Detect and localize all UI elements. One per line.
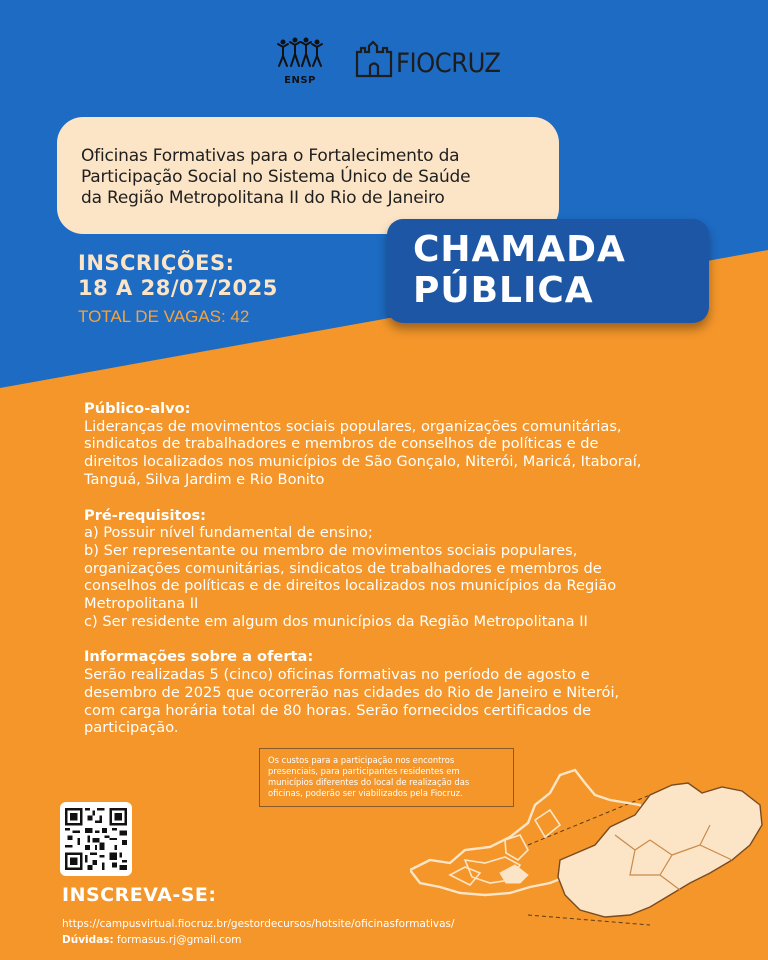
- fiocruz-label: FIOCRUZ: [396, 48, 501, 79]
- pre-requisitos-line: a) Possuir nível fundamental de ensino;: [84, 524, 373, 542]
- publico-alvo-line: direitos localizados nos municípios de São Gonçalo, Niterói, Maricá, Itaboraí,: [84, 453, 642, 471]
- title-line-3: da Região Metropolitana II do Rio de Janeiro: [81, 188, 445, 208]
- informacoes-section: [84, 648, 714, 737]
- ensp-label: ENSP: [284, 75, 316, 86]
- inscricoes-dates: 18 A 28/07/2025: [78, 276, 278, 300]
- registration-link[interactable]: https://campusvirtual.fiocruz.br/gestordecursos/hotsite/oficinasformativas/: [62, 918, 455, 930]
- publico-alvo-section: [84, 400, 714, 489]
- informacoes-line: com carga horária total de 80 horas. Serão fornecidos certificados de: [84, 701, 592, 719]
- inscreva-se-heading: INSCREVA-SE:: [62, 884, 217, 906]
- duvidas-label: Dúvidas:: [62, 934, 114, 946]
- qr-code-icon: [65, 808, 127, 870]
- inscricoes-block: [78, 251, 278, 327]
- ensp-figures-icon: [275, 36, 325, 70]
- informacoes-line: participação.: [84, 719, 179, 737]
- inscricoes-label: INSCRIÇÕES:: [78, 251, 235, 275]
- pre-requisitos-line: organizações comunitárias, sindicatos de trabalhadores e membros de: [84, 559, 602, 577]
- main-content: [84, 400, 714, 755]
- pre-requisitos-section: [84, 507, 714, 631]
- ensp-logo: [270, 36, 330, 86]
- informacoes-title: Informações sobre a oferta:: [84, 648, 314, 666]
- logo-bar: [0, 36, 768, 92]
- fiocruz-castle-icon: [354, 40, 394, 80]
- informacoes-line: desembro de 2025 que ocorrerão nas cidades do Rio de Janeiro e Niterói,: [84, 683, 620, 701]
- title-line-1: Oficinas Formativas para o Fortalecimento da: [81, 146, 460, 166]
- title-box: [57, 117, 559, 234]
- publico-alvo-line: Tanguá, Silva Jardim e Rio Bonito: [84, 470, 325, 488]
- duvidas-email[interactable]: formasus.rj@gmail.com: [117, 934, 242, 946]
- note-line: oficinas, poderão ser viabilizados pela Fiocruz.: [268, 788, 463, 798]
- note-line: presenciais, para participantes residentes em: [268, 766, 460, 776]
- total-vagas: TOTAL DE VAGAS: 42: [78, 307, 250, 326]
- informacoes-line: Serão realizadas 5 (cinco) oficinas formativas no período de agosto e: [84, 666, 590, 684]
- title-line-2: Participação Social no Sistema Único de Saúde: [81, 167, 471, 187]
- fiocruz-logo: [354, 40, 504, 80]
- publico-alvo-line: sindicatos de trabalhadores e membros de conselhos de políticas e de: [84, 435, 599, 453]
- pre-requisitos-title: Pré-requisitos:: [84, 506, 206, 524]
- pre-requisitos-line: conselhos de políticas e de direitos localizados nos municípios da Região: [84, 577, 617, 595]
- pre-requisitos-line: c) Ser residente em algum dos municípios da Região Metropolitana II: [84, 612, 588, 630]
- page-title: [81, 146, 539, 209]
- note-line: Os custos para a participação nos encontros: [268, 755, 455, 765]
- qr-code[interactable]: [60, 802, 132, 876]
- chamada-line-2: PÚBLICA: [413, 270, 594, 311]
- chamada-line-1: CHAMADA: [413, 229, 626, 270]
- duvidas-contact: [62, 934, 242, 946]
- publico-alvo-title: Público-alvo:: [84, 400, 191, 417]
- pre-requisitos-line: Metropolitana II: [84, 595, 199, 613]
- note-line: municípios diferentes do local de realização das: [268, 777, 470, 787]
- pre-requisitos-line: b) Ser representante ou membro de movimentos sociais populares,: [84, 541, 578, 559]
- publico-alvo-line: Lideranças de movimentos sociais populares, organizações comunitárias,: [84, 417, 622, 435]
- chamada-publica-badge: [387, 219, 709, 323]
- region-map-icon: [410, 765, 768, 935]
